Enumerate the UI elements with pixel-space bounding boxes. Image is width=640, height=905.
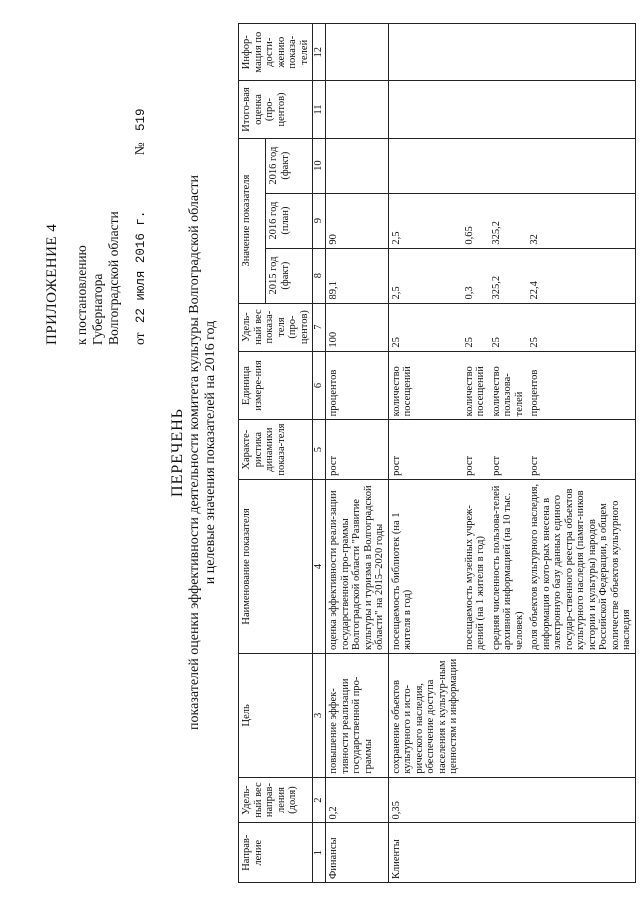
header-2016-fact: 2016 год (факт) bbox=[266, 138, 313, 193]
appendix-block bbox=[44, 15, 149, 345]
table-row bbox=[489, 24, 528, 883]
col-num: 7 bbox=[313, 303, 326, 351]
cell-weight-indicator: 25 bbox=[489, 303, 528, 351]
header-goal: Цель bbox=[239, 653, 313, 777]
table-row bbox=[326, 24, 389, 883]
cell-dynamics: рост bbox=[527, 420, 635, 480]
cell-unit: количество посещений bbox=[388, 351, 462, 420]
cell-weight bbox=[527, 777, 635, 823]
table-row bbox=[527, 24, 635, 883]
cell-info bbox=[388, 24, 462, 81]
col-num: 9 bbox=[313, 193, 326, 248]
cell-unit: количество посещений bbox=[462, 351, 489, 420]
col-num: 10 bbox=[313, 138, 326, 193]
cell-weight-indicator: 25 bbox=[462, 303, 489, 351]
table-row bbox=[388, 24, 462, 883]
cell-weight: 0,2 bbox=[326, 777, 389, 823]
cell-2015-fact: 0,3 bbox=[462, 248, 489, 303]
cell-direction: Клиенты bbox=[388, 823, 462, 883]
cell-2016-plan: 0,65 bbox=[462, 193, 489, 248]
col-num: 12 bbox=[313, 24, 326, 81]
appendix-date-row bbox=[132, 15, 149, 345]
cell-weight bbox=[489, 777, 528, 823]
number-sign: № bbox=[132, 142, 147, 156]
decree-date: 22 июля 2016 г. bbox=[134, 210, 148, 324]
cell-2015-fact: 22,4 bbox=[527, 248, 635, 303]
document-subtitle-1: показателей оценки эффективности деятельности комитета культуры Волгоградской области bbox=[187, 175, 202, 730]
header-direction: Направ-ление bbox=[239, 823, 313, 883]
document-subtitle-2: и целевые значения показателей на 2016 год bbox=[203, 320, 218, 585]
cell-total bbox=[489, 81, 528, 138]
cell-indicator: доля объектов культурного наследия, информация о кото-рых внесена в электронную базу данных единого государ-ственного реестра объектов культурного наследия (памят-ников истории и культуры) народов Российской Федерации, в общем количестве объектов культурного наследия bbox=[527, 479, 635, 653]
document-titles bbox=[168, 30, 219, 875]
cell-indicator: оценка эффективности реали-зации государственной про-граммы Волгоградской области "Развитие культуры и туризма в Волгоградской области" на 2015–2020 годы bbox=[326, 479, 389, 653]
col-num: 8 bbox=[313, 248, 326, 303]
cell-weight bbox=[462, 777, 489, 823]
table-row bbox=[462, 24, 489, 883]
cell-indicator: посещаемость библиотек (на 1 жителя в год) bbox=[388, 479, 462, 653]
cell-info bbox=[462, 24, 489, 81]
cell-indicator: средняя численность пользова-телей архивной информацией (на 10 тыс. человек) bbox=[489, 479, 528, 653]
cell-goal bbox=[489, 653, 528, 777]
col-num: 6 bbox=[313, 351, 326, 420]
cell-dynamics: рост bbox=[388, 420, 462, 480]
cell-unit: процентов bbox=[527, 351, 635, 420]
cell-weight-indicator: 25 bbox=[388, 303, 462, 351]
header-unit: Единица измере-ния bbox=[239, 351, 313, 420]
cell-direction bbox=[527, 823, 635, 883]
indicators-table bbox=[238, 23, 636, 883]
cell-2015-fact: 89,1 bbox=[326, 248, 389, 303]
col-num: 2 bbox=[313, 777, 326, 823]
cell-2016-fact bbox=[527, 138, 635, 193]
cell-2016-plan: 2,5 bbox=[388, 193, 462, 248]
cell-direction bbox=[489, 823, 528, 883]
cell-total bbox=[388, 81, 462, 138]
cell-dynamics: рост bbox=[326, 420, 389, 480]
cell-direction: Финансы bbox=[326, 823, 389, 883]
cell-2016-fact bbox=[388, 138, 462, 193]
cell-goal bbox=[527, 653, 635, 777]
header-2015-fact: 2015 год (факт) bbox=[266, 248, 313, 303]
cell-total bbox=[326, 81, 389, 138]
appendix-line-3: Волгоградской области bbox=[106, 211, 121, 345]
appendix-line-1: к постановлению bbox=[74, 245, 89, 345]
cell-dynamics: рост bbox=[462, 420, 489, 480]
cell-unit: количество пользова-телей bbox=[489, 351, 528, 420]
cell-unit: процентов bbox=[326, 351, 389, 420]
cell-2016-plan: 325,2 bbox=[489, 193, 528, 248]
cell-2015-fact: 325,2 bbox=[489, 248, 528, 303]
cell-goal: сохранение объектов культурного и исто-рического наследия, обеспечение доступа населения к культур-ным ценностям и информации bbox=[388, 653, 462, 777]
cell-info bbox=[326, 24, 389, 81]
header-dynamics: Характе-ристика динамики показа-теля bbox=[239, 420, 313, 480]
col-num: 4 bbox=[313, 479, 326, 653]
col-num: 1 bbox=[313, 823, 326, 883]
cell-2016-plan: 32 bbox=[527, 193, 635, 248]
header-total: Итого-вая оценка (про-центов) bbox=[239, 81, 313, 138]
decree-number: 519 bbox=[134, 108, 148, 131]
header-weight-direction: Удель-ный вес направ-ления (доля) bbox=[239, 777, 313, 823]
appendix-line-2: Губернатора bbox=[90, 273, 105, 345]
cell-goal bbox=[462, 653, 489, 777]
cell-dynamics: рост bbox=[489, 420, 528, 480]
col-num: 5 bbox=[313, 420, 326, 480]
appendix-heading: ПРИЛОЖЕНИЕ 4 bbox=[44, 223, 60, 345]
cell-2016-fact bbox=[462, 138, 489, 193]
cell-total bbox=[462, 81, 489, 138]
cell-info bbox=[489, 24, 528, 81]
cell-direction bbox=[462, 823, 489, 883]
header-weight-indicator: Удель-ный вес показа-теля (про-центов) bbox=[239, 303, 313, 351]
cell-weight-indicator: 25 bbox=[527, 303, 635, 351]
col-num: 3 bbox=[313, 653, 326, 777]
cell-total bbox=[527, 81, 635, 138]
cell-2016-fact bbox=[489, 138, 528, 193]
cell-2015-fact: 2,5 bbox=[388, 248, 462, 303]
cell-weight-indicator: 100 bbox=[326, 303, 389, 351]
cell-2016-fact bbox=[326, 138, 389, 193]
document-title: ПЕРЕЧЕНЬ bbox=[169, 408, 186, 497]
column-number-row bbox=[313, 24, 326, 883]
cell-goal: повышение эффек-тивности реализации государственной про-граммы bbox=[326, 653, 389, 777]
date-prefix: от bbox=[132, 332, 147, 345]
cell-info bbox=[527, 24, 635, 81]
col-num: 11 bbox=[313, 81, 326, 138]
header-value-group: Значение показателя bbox=[239, 138, 266, 303]
header-indicator: Наименование показателя bbox=[239, 479, 313, 653]
header-2016-plan: 2016 год (план) bbox=[266, 193, 313, 248]
cell-weight: 0,35 bbox=[388, 777, 462, 823]
cell-2016-plan: 90 bbox=[326, 193, 389, 248]
header-info: Инфор-мация по дости-жению показа-телей bbox=[239, 24, 313, 81]
cell-indicator: посещаемость музейных учреж-дений (на 1 жителя в год) bbox=[462, 479, 489, 653]
